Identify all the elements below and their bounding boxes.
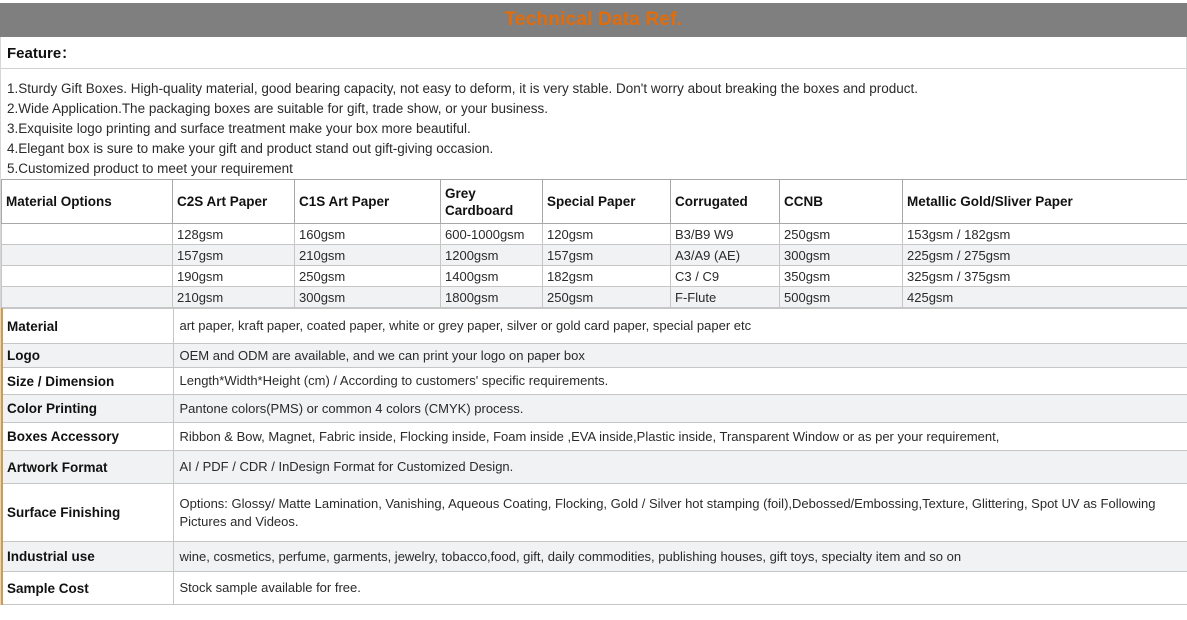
cell: 157gsm	[543, 245, 671, 266]
spec-row-boxes-accessory	[2, 423, 1187, 451]
table-row	[2, 266, 1187, 287]
feature-list	[1, 69, 1186, 179]
feature-heading: Feature：	[7, 45, 77, 62]
column-header-corrugated: Corrugated	[671, 180, 780, 224]
page-title: Technical Data Ref.	[504, 9, 683, 30]
cell: 225gsm / 275gsm	[903, 245, 1187, 266]
cell	[2, 224, 173, 245]
cell: B3/B9 W9	[671, 224, 780, 245]
feature-item: 4.Elegant box is sure to make your gift and product stand out gift-giving occasion.	[7, 141, 494, 156]
spec-row-sample-cost	[2, 572, 1187, 605]
column-header-grey-cardboard: Grey Cardboard	[441, 180, 543, 224]
cell: 325gsm / 375gsm	[903, 266, 1187, 287]
feature-item: 1.Sturdy Gift Boxes. High-quality material, good bearing capacity, not easy to deform, it is very stable. Don't worry about breaking the boxes and product.	[7, 81, 919, 96]
cell: A3/A9 (AE)	[671, 245, 780, 266]
cell	[2, 266, 173, 287]
column-header-c1s-art-paper: C1S Art Paper	[295, 180, 441, 224]
spec-label: Material	[2, 309, 173, 344]
cell: F-Flute	[671, 287, 780, 308]
feature-heading-row	[1, 37, 1186, 69]
spec-row-color-printing	[2, 395, 1187, 423]
table-row	[2, 224, 1187, 245]
spec-row-artwork-format	[2, 451, 1187, 484]
spec-label: Boxes Accessory	[2, 423, 173, 451]
header-row	[2, 180, 1187, 224]
spec-label: Color Printing	[2, 395, 173, 423]
spec-row-industrial-use	[2, 542, 1187, 572]
cell: 210gsm	[173, 287, 295, 308]
column-header-c2s-art-paper: C2S Art Paper	[173, 180, 295, 224]
cell: 350gsm	[780, 266, 903, 287]
spec-label: Surface Finishing	[2, 484, 173, 542]
title-bar	[0, 3, 1187, 37]
cell: 160gsm	[295, 224, 441, 245]
spec-value: art paper, kraft paper, coated paper, white or grey paper, silver or gold card paper, special paper etc	[173, 309, 1187, 344]
feature-item: 2.Wide Application.The packaging boxes are suitable for gift, trade show, or your business.	[7, 101, 549, 116]
cell: 120gsm	[543, 224, 671, 245]
table-row	[2, 287, 1187, 308]
spec-value: AI / PDF / CDR / InDesign Format for Customized Design.	[173, 451, 1187, 484]
cell: 600-1000gsm	[441, 224, 543, 245]
spec-label: Sample Cost	[2, 572, 173, 605]
cell: 250gsm	[780, 224, 903, 245]
cell: 190gsm	[173, 266, 295, 287]
column-header-ccnb: CCNB	[780, 180, 903, 224]
spec-value: Options: Glossy/ Matte Lamination, Vanishing, Aqueous Coating, Flocking, Gold / Silver hot stamping (foil),Debossed/Embossing,Texture, Glittering, Spot UV as Following Pictures and Videos.	[173, 484, 1187, 542]
spec-value: OEM and ODM are available, and we can print your logo on paper box	[173, 344, 1187, 368]
spec-row-logo	[2, 344, 1187, 368]
spec-value: Pantone colors(PMS) or common 4 colors (CMYK) process.	[173, 395, 1187, 423]
spec-label: Logo	[2, 344, 173, 368]
spec-row-size-dimension	[2, 368, 1187, 395]
cell: 1400gsm	[441, 266, 543, 287]
cell	[2, 245, 173, 266]
cell: 500gsm	[780, 287, 903, 308]
spec-value: Length*Width*Height (cm) / According to customers' specific requirements.	[173, 368, 1187, 395]
cell: 300gsm	[295, 287, 441, 308]
material-options-table	[1, 179, 1187, 308]
cell: 153gsm / 182gsm	[903, 224, 1187, 245]
cell: 1800gsm	[441, 287, 543, 308]
feature-item: 5.Customized product to meet your requirement	[7, 161, 293, 176]
column-header-metallic-paper: Metallic Gold/Sliver Paper	[903, 180, 1187, 224]
cell: 182gsm	[543, 266, 671, 287]
spec-label: Size / Dimension	[2, 368, 173, 395]
spec-label: Industrial use	[2, 542, 173, 572]
cell: 300gsm	[780, 245, 903, 266]
cell	[2, 287, 173, 308]
cell: 128gsm	[173, 224, 295, 245]
content	[0, 37, 1187, 605]
column-header-special-paper: Special Paper	[543, 180, 671, 224]
spec-row-surface-finishing	[2, 484, 1187, 542]
feature-item: 3.Exquisite logo printing and surface treatment make your box more beautiful.	[7, 121, 471, 136]
cell: 210gsm	[295, 245, 441, 266]
cell: 425gsm	[903, 287, 1187, 308]
spec-value: Stock sample available for free.	[173, 572, 1187, 605]
cell: 250gsm	[543, 287, 671, 308]
spec-value: wine, cosmetics, perfume, garments, jewelry, tobacco,food, gift, daily commodities, publishing houses, gift toys, specialty item and so on	[173, 542, 1187, 572]
spec-table	[1, 308, 1187, 605]
spec-value: Ribbon & Bow, Magnet, Fabric inside, Flocking inside, Foam inside ,EVA inside,Plastic inside, Transparent Window or as per your requirement,	[173, 423, 1187, 451]
table-row	[2, 245, 1187, 266]
spec-label: Artwork Format	[2, 451, 173, 484]
column-header-material-options: Material Options	[2, 180, 173, 224]
cell: C3 / C9	[671, 266, 780, 287]
cell: 250gsm	[295, 266, 441, 287]
page	[0, 3, 1187, 605]
cell: 157gsm	[173, 245, 295, 266]
cell: 1200gsm	[441, 245, 543, 266]
spec-row-material	[2, 309, 1187, 344]
